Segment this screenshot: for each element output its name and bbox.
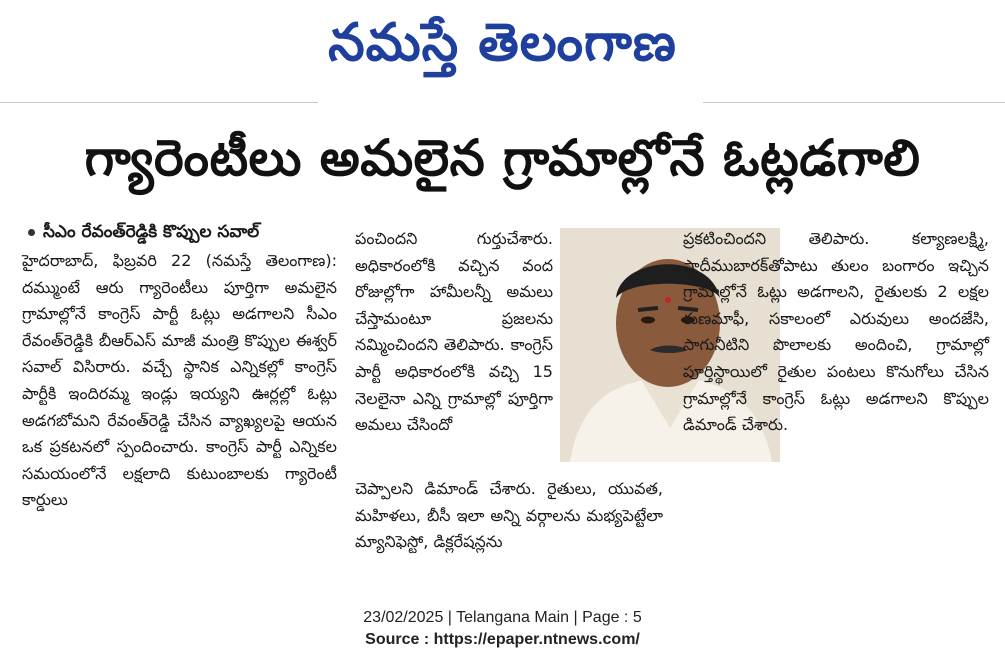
footer-meta: 23/02/2025 | Telangana Main | Page : 5 <box>363 609 642 626</box>
column-2-continued-text: చెప్పాలని డిమాండ్ చేశారు. రైతులు, యువత, మహిళలు, బీసీ ఇలా అన్ని వర్గాలను మభ్యపెట్టేలా మ్యానిఫెస్టో, డిక్లరేషన్లను <box>355 479 663 552</box>
article-column-2-continued <box>355 476 663 556</box>
byline <box>22 220 337 244</box>
masthead <box>0 0 1005 104</box>
masthead-rule-left <box>0 102 318 103</box>
masthead-logo: నమస్తే తెలంగాణ <box>328 13 677 73</box>
column-2-text: పంచిందని గుర్తుచేశారు. అధికారంలోకి వచ్చిన వంద రోజుల్లోగా హామీలన్నీ అమలు చేస్తామంటూ ప్రజలను నమ్మించిందని తెలిపారు. కాంగ్రెస్ పార్టీ అధికారంలోకి వచ్చి 15 నెలలైనా ఎన్ని గ్రామాల్లో పూర్తిగా అమలు చేసిందో <box>355 229 553 435</box>
column-1-text: హైదరాబాద్, ఫిబ్రవరి 22 (నమస్తే తెలంగాణ): దమ్ముంటే ఆరు గ్యారెంటీలు పూర్తిగా అమలైన గ్రామాల్లోనే కాంగ్రెస్ పార్టీ ఓట్లు అడగాలని సీఎం రేవంత్‌రెడ్డికి బీఆర్‌ఎస్ మాజీ మంత్రి కొప్పుల ఈశ్వర్ సవాల్ విసిరారు. వచ్చే స్థానిక ఎన్నికల్లో కాంగ్రెస్ పార్టీకి ఇందిరమ్మ ఇండ్లు ఇయ్యని ఊర్లల్లో ఓట్లు అడగబోమని రేవంత్‌రెడ్డి చేసిన వ్యాఖ్యలపై ఆయన ఒక ప్రకటనలో స్పందించారు. కాంగ్రెస్ పార్టీ ఎన్నికల సమయంలోనే లక్షలాది కుటుంబాలకు గ్యారెంటీ కార్డులు <box>22 251 337 510</box>
masthead-rule-right <box>703 102 1005 103</box>
byline-text: సీఎం రేవంత్‌రెడ్డికి కొప్పుల సవాల్ <box>43 222 260 242</box>
headline: గ్యారెంటీలు అమలైన గ్రామాల్లోనే ఓట్లడగాలి <box>84 129 921 187</box>
footer <box>0 607 1005 651</box>
article-column-2 <box>355 226 553 439</box>
bullet-icon <box>28 229 35 236</box>
article-column-1 <box>22 220 337 514</box>
footer-source: Source : https://epaper.ntnews.com/ <box>365 631 640 648</box>
column-3-text: ప్రకటించిందని తెలిపారు. కల్యాణలక్ష్మి, షాదీముబారక్‌తోపాటు తులం బంగారం ఇచ్చిన గ్రామాల్లోనే ఓట్లు అడగాలని, రైతులకు 2 లక్షల రుణమాఫీ, సకాలంలో ఎరువులు అందజేసి, సాగునీటిని పొలాలకు అందించి, గ్రామాల్లో పూర్తిస్థాయిలో రైతుల పంటలు కొనుగోలు చేసిన గ్రామాల్లోనే కాంగ్రెస్ ఓట్లు అడగాలని కొప్పుల డిమాండ్ చేశారు. <box>683 229 989 435</box>
article-column-3 <box>683 226 989 439</box>
